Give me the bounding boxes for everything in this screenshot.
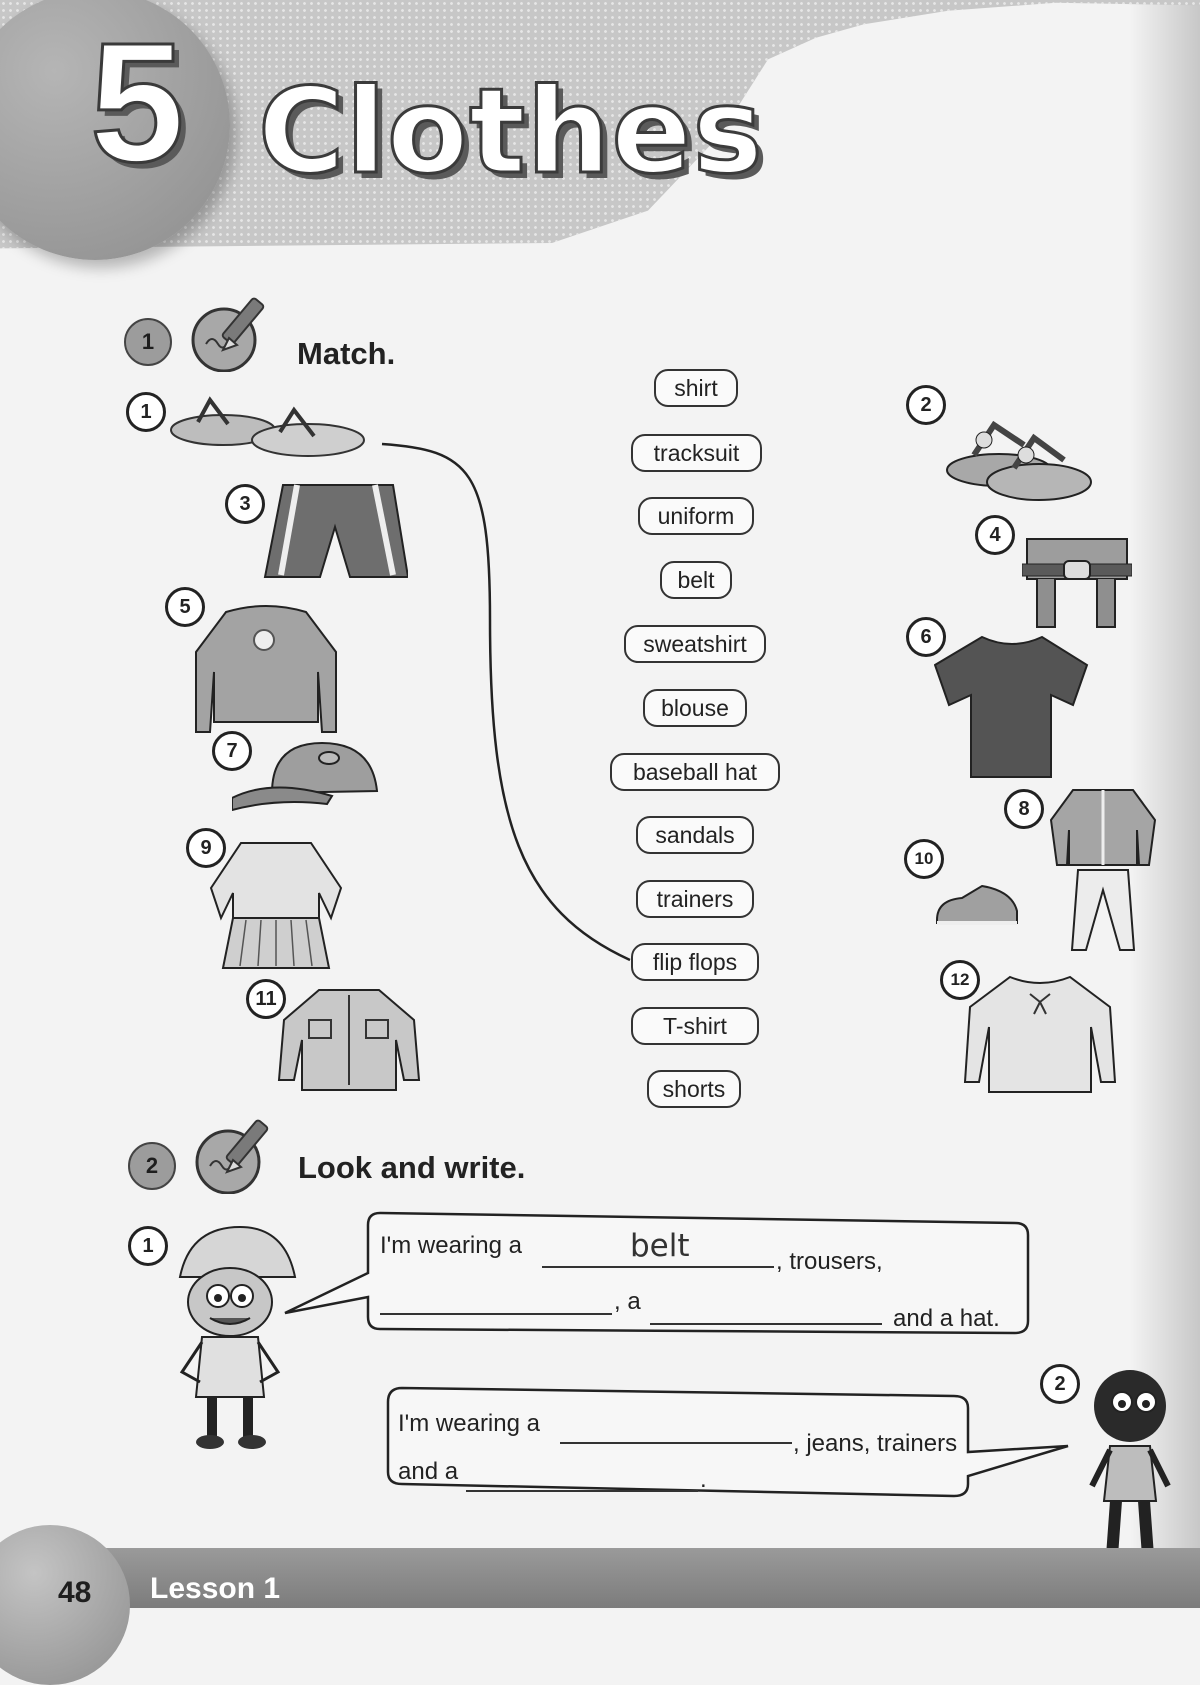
item-number-10: 10: [904, 839, 944, 879]
speaker-1-text-2: , trousers,: [776, 1248, 883, 1275]
boy-character-picture: [160, 1222, 300, 1452]
word-box-trainers[interactable]: trainers: [636, 880, 754, 918]
unit-title: Clothes: [258, 62, 764, 200]
word-box-t-shirt[interactable]: T-shirt: [631, 1007, 759, 1045]
t-shirt-picture: [934, 632, 1089, 782]
speaker-number-2: 2: [1040, 1364, 1080, 1404]
belt-picture: [1022, 534, 1132, 630]
speaker-2-text-2: , jeans, trainers: [793, 1430, 958, 1457]
word-box-blouse[interactable]: blouse: [643, 689, 747, 727]
item-number-11: 11: [246, 979, 286, 1019]
speaker-2-blank-2[interactable]: [466, 1460, 698, 1492]
speaker-2-blank-1[interactable]: [560, 1412, 792, 1444]
pencil-icon: [188, 292, 288, 372]
speaker-1-blank-3[interactable]: [650, 1293, 882, 1325]
word-box-tracksuit[interactable]: tracksuit: [631, 434, 762, 472]
speaker-1-answer-1: belt: [630, 1228, 690, 1264]
speaker-1-text-4: and a hat.: [893, 1305, 1000, 1332]
unit-number: 5: [90, 8, 185, 198]
speaker-number-1: 1: [128, 1226, 168, 1266]
speaker-2-text-1: I'm wearing a: [398, 1410, 540, 1437]
lesson-label: Lesson 1: [150, 1572, 281, 1605]
trainers-picture: [932, 880, 1022, 935]
word-box-sweatshirt[interactable]: sweatshirt: [624, 625, 766, 663]
page-number: 48: [58, 1576, 92, 1609]
sweatshirt-picture: [186, 600, 346, 735]
word-box-belt[interactable]: belt: [660, 561, 732, 599]
shorts-picture: [263, 480, 408, 590]
sandals-picture: [944, 410, 1094, 505]
item-number-2: 2: [906, 385, 946, 425]
word-box-shorts[interactable]: shorts: [647, 1070, 741, 1108]
speaker-2-text-4: .: [700, 1466, 707, 1493]
word-box-sandals[interactable]: sandals: [636, 816, 754, 854]
exercise-2-number: 2: [128, 1142, 176, 1190]
item-number-8: 8: [1004, 789, 1044, 829]
item-number-5: 5: [165, 587, 205, 627]
flip-flops-picture: [168, 392, 383, 462]
item-number-1: 1: [126, 392, 166, 432]
item-number-12: 12: [940, 960, 980, 1000]
exercise-2-instruction: Look and write.: [298, 1150, 526, 1185]
baseball-hat-picture: [232, 738, 397, 818]
speaker-1-blank-2[interactable]: [380, 1283, 612, 1315]
item-number-3: 3: [225, 484, 265, 524]
word-box-baseball-hat[interactable]: baseball hat: [610, 753, 780, 791]
speech-bubble-2: [380, 1380, 1080, 1530]
shirt-picture: [274, 985, 424, 1095]
speaker-2-text-3: and a: [398, 1458, 459, 1485]
item-number-7: 7: [212, 731, 252, 771]
item-number-9: 9: [186, 828, 226, 868]
item-number-4: 4: [975, 515, 1015, 555]
speaker-1-text-3: , a: [614, 1288, 641, 1315]
item-number-6: 6: [906, 617, 946, 657]
word-box-flip-flops[interactable]: flip flops: [631, 943, 759, 981]
blouse-picture: [960, 972, 1120, 1102]
girl-character-picture: [1080, 1368, 1180, 1568]
exercise-1-instruction: Match.: [297, 336, 396, 371]
uniform-picture: [206, 838, 346, 973]
exercise-1-number: 1: [124, 318, 172, 366]
pencil-icon: [192, 1114, 292, 1194]
word-box-shirt[interactable]: shirt: [654, 369, 738, 407]
tracksuit-picture: [1048, 785, 1158, 955]
speaker-1-text-1: I'm wearing a: [380, 1232, 522, 1259]
word-box-uniform[interactable]: uniform: [638, 497, 754, 535]
